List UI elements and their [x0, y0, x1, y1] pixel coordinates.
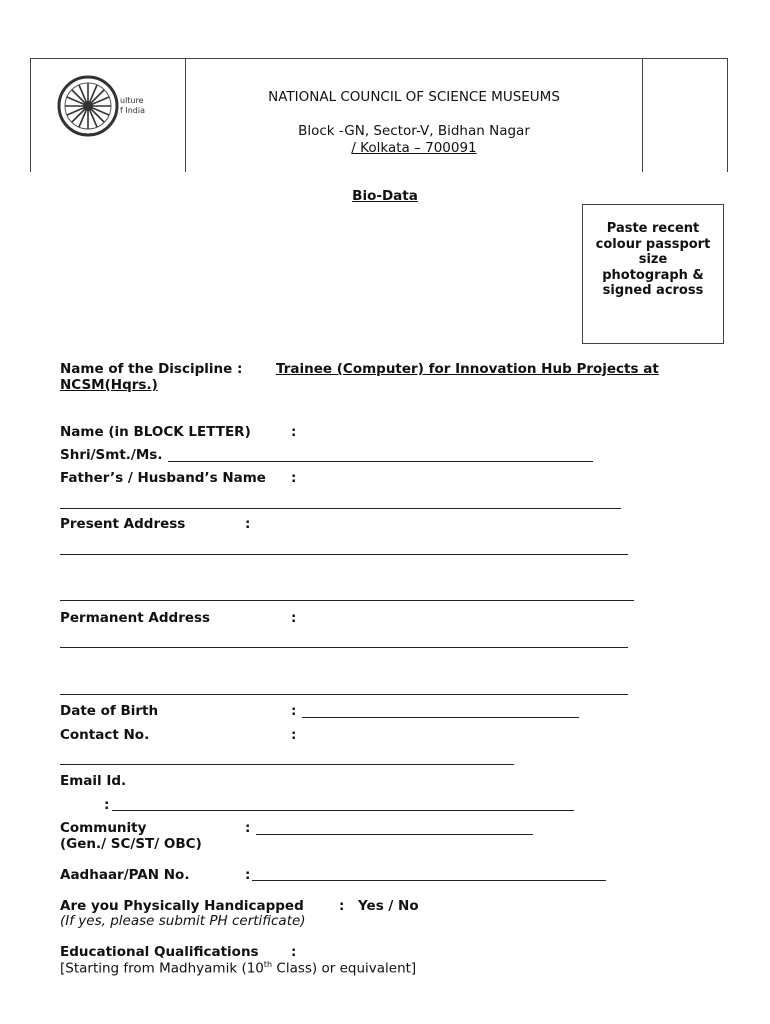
education-note-pre: [Starting from Madhyamik (10 [60, 960, 264, 977]
community-field[interactable] [256, 834, 533, 835]
photo-box-line: signed across [602, 283, 704, 298]
ministry-of-culture-logo [52, 70, 152, 142]
present-address-field-1[interactable] [60, 554, 628, 555]
header-divider-far-right [727, 58, 728, 172]
shri-label: Shri/Smt./Ms. [60, 447, 163, 463]
name-colon: : [291, 424, 297, 440]
email-colon: : [104, 797, 110, 813]
aadhaar-colon: : [245, 867, 251, 883]
education-colon: : [291, 944, 297, 960]
handicap-note: (If yes, please submit PH certificate) [60, 913, 306, 929]
handicap-label: Are you Physically Handicapped [60, 898, 304, 914]
discipline-label: Name of the Discipline : [60, 361, 243, 377]
father-label: Father’s / Husband’s Name [60, 470, 266, 486]
present-address-field-2[interactable] [60, 600, 634, 601]
education-note [60, 960, 416, 977]
name-label: Name (in BLOCK LETTER) [60, 424, 251, 440]
discipline-value: Trainee (Computer) for Innovation Hub Projects at [276, 361, 659, 377]
header-city: / Kolkata – 700091 [351, 140, 477, 156]
logo-text-2: f India [120, 106, 145, 115]
name-field[interactable] [168, 461, 593, 462]
community-label: Community [60, 820, 147, 836]
education-label: Educational Qualifications [60, 944, 259, 960]
photo-box-line: Paste recent [606, 221, 700, 236]
header-org-name: NATIONAL COUNCIL OF SCIENCE MUSEUMS [268, 89, 560, 105]
email-field[interactable] [112, 810, 574, 811]
dob-field[interactable] [302, 717, 579, 718]
aadhaar-label: Aadhaar/PAN No. [60, 867, 190, 883]
header-hindi-line-2 [186, 106, 642, 123]
header-divider-right [642, 58, 643, 172]
contact-colon: : [291, 727, 297, 743]
photo-box [582, 204, 724, 344]
dob-colon: : [291, 703, 297, 719]
photo-box-line: photograph & [602, 267, 704, 283]
photo-box-line: size [638, 252, 668, 267]
photo-box-line: colour passport [595, 236, 711, 252]
father-colon: : [291, 470, 297, 486]
present-address-colon: : [245, 516, 251, 532]
discipline-value-cont: NCSM(Hqrs.) [60, 377, 158, 393]
header-text [186, 72, 642, 157]
education-note-sup: th [263, 960, 273, 969]
header-address: Block -GN, Sector-V, Bidhan Nagar [298, 123, 530, 139]
father-field[interactable] [60, 508, 621, 509]
permanent-address-field-1[interactable] [60, 647, 628, 648]
logo-text-1: ulture [120, 96, 144, 105]
header-hindi-line-1 [186, 72, 642, 89]
aadhaar-field[interactable] [252, 880, 606, 881]
email-label: Email Id. [60, 773, 127, 789]
permanent-address-label: Permanent Address [60, 610, 211, 626]
community-sub-label: (Gen./ SC/ST/ OBC) [60, 836, 202, 852]
contact-field[interactable] [60, 764, 514, 765]
header-divider-left [30, 58, 31, 172]
community-colon: : [245, 820, 251, 836]
permanent-address-field-2[interactable] [60, 694, 628, 695]
handicap-colon: : [339, 898, 345, 914]
handicap-options[interactable]: Yes / No [358, 898, 419, 914]
education-note-post: Class) or equivalent] [272, 960, 417, 977]
form-title: Bio-Data [352, 188, 418, 204]
permanent-address-colon: : [291, 610, 297, 626]
contact-label: Contact No. [60, 727, 150, 743]
dob-label: Date of Birth [60, 703, 159, 719]
present-address-label: Present Address [60, 516, 186, 532]
